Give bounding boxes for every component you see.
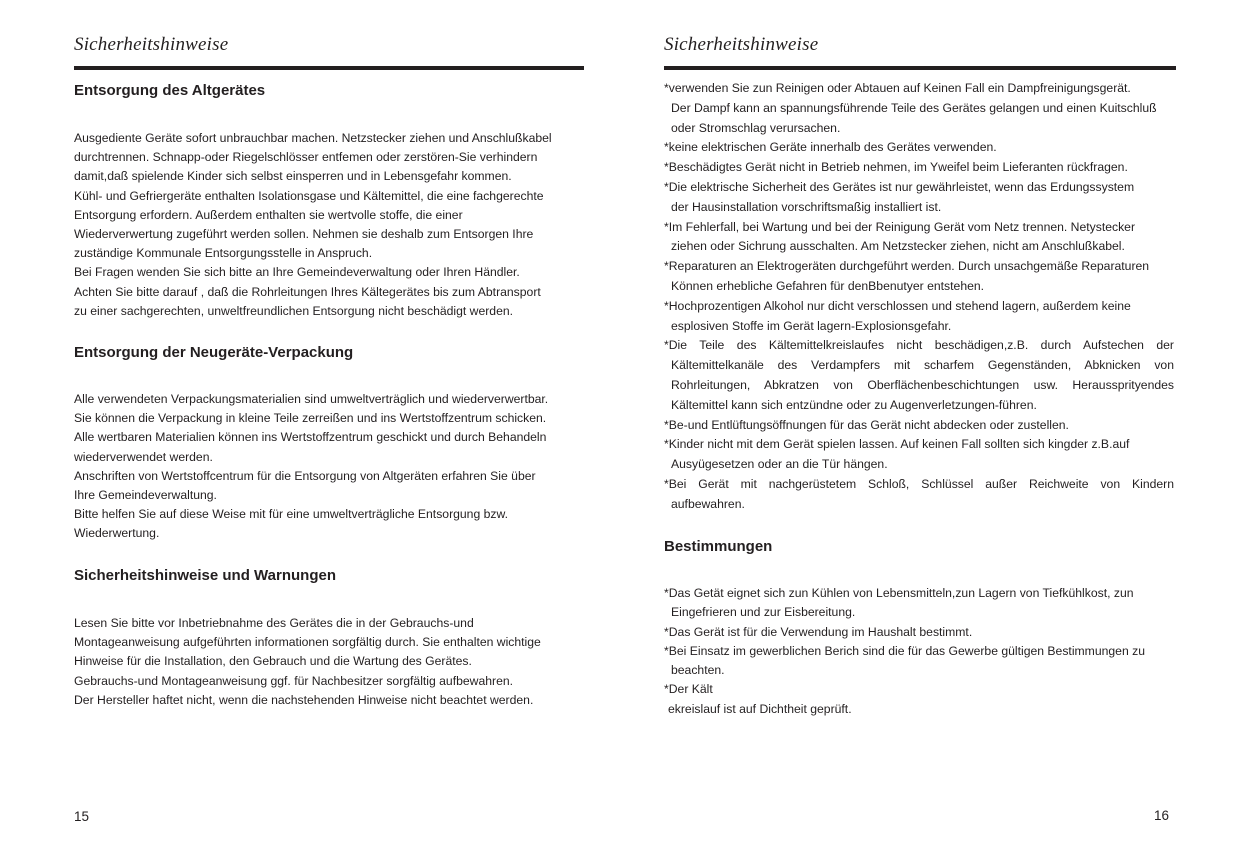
list-item-continuation: Der Dampf kann an spannungsführende Teile des Gerätes gelangen und einen Kuitschluß <box>671 100 1157 115</box>
list-item: *Die Teile des Kältemittelkreislaufes nicht beschädigen,z.B. durch Aufstechen der <box>664 338 1174 353</box>
list-item-continuation: der Hausinstallation vorschriftsmaßig installiert ist. <box>671 199 942 214</box>
list-item-continuation: aufbewahren. <box>671 496 745 511</box>
left-page <box>74 0 584 844</box>
text-line: Anschriften von Wertstoffcentrum für die Entsorgung von Altgeräten erfahren Sie über <box>74 468 536 483</box>
right-page-header: Sicherheitshinweise <box>664 34 819 55</box>
text-line: Achten Sie bitte darauf , daß die Rohrleitungen Ihres Kältegerätes bis zum Abtransport <box>74 284 541 299</box>
text-line: Der Hersteller haftet nicht, wenn die nachstehenden Hinweise nicht beachtet werden. <box>74 692 534 707</box>
right-page-number: 16 <box>1154 808 1170 823</box>
text-line: zu einer sachgerechten, unweltfreundlichen Entsorgung nicht beschädigt werden. <box>74 303 514 318</box>
list-item: *Das Getät eignet sich zun Kühlen von Lebensmitteln,zun Lagern von Tiefkühlkost, zun <box>664 586 1134 600</box>
section-title-entsorgung-verpackung: Entsorgung der Neugeräte-Verpackung <box>74 344 354 361</box>
list-item: *Bei Gerät mit nachgerüstetem Schloß, Schlüssel außer Reichweite von Kindern <box>664 476 1174 491</box>
list-item-continuation: beachten. <box>671 663 725 678</box>
list-item-continuation: oder Stromschlag verursachen. <box>671 120 841 135</box>
paragraph-entsorgung-verpackung <box>74 390 584 544</box>
left-page-number: 15 <box>74 809 90 824</box>
text-line: Ihre Gemeindeverwaltung. <box>74 488 217 503</box>
list-item: *verwenden Sie zun Reinigen oder Abtauen auf Keinen Fall ein Dampfreinigungsgerät. <box>664 81 1131 95</box>
text-line: Gebrauchs-und Montageanweisung ggf. für Nachbesitzer sorgfältig aufbewahren. <box>74 673 514 688</box>
text-line: Alle wertbaren Materialien können ins Wertstoffzentrum geschickt und durch Behandeln <box>74 430 547 445</box>
text-line: Wiederverwertung zugeführt werden sollen. Nehmen sie deshalb zum Entsorgen Ihre <box>74 227 534 242</box>
text-line: Ausgediente Geräte sofort unbrauchbar machen. Netzstecker ziehen und Anschlußkabel <box>74 131 552 145</box>
text-line: Kühl- und Gefriergeräte enthalten Isolationsgase und Kältemittel, die eine fachgerechte <box>74 188 544 203</box>
text-line: Bitte helfen Sie auf diese Weise mit für eine umweltverträgliche Entsorgung bzw. <box>74 507 509 522</box>
list-item: *Der Kält <box>664 682 713 697</box>
text-line: Alle verwendeten Verpackungsmaterialien sind umweltverträglich und wiederverwertbar. <box>74 392 549 406</box>
text-line: durchtrennen. Schnapp-oder Riegelschlösser entfemen oder zerstören-Sie verhindern <box>74 150 538 165</box>
text-line: damit,daß spielende Kinder sich selbst einsperren und in Lebensgefahr kommen. <box>74 169 512 184</box>
left-header-rule <box>74 66 584 70</box>
list-item: *Kinder nicht mit dem Gerät spielen lassen. Auf keinen Fall sollten sich kingder z.B.auf <box>664 437 1130 452</box>
list-item: *Beschädigtes Gerät nicht in Betrieb nehmen, im Yweifel beim Lieferanten rückfragen. <box>664 160 1128 175</box>
section-title-sicherheitshinweise-warnungen: Sicherheitshinweise und Warnungen <box>74 567 336 584</box>
list-item-continuation: Kältemittelkanäle des Verdampfers mit scharfem Gegenständen, Abknicken von <box>671 358 1174 373</box>
list-item-continuation: Eingefrieren und zur Eisbereitung. <box>671 605 856 620</box>
paragraph-sicherheitshinweise-warnungen <box>74 614 584 710</box>
list-item-continuation: Können erhebliche Gefahren für denBbenutyer entstehen. <box>671 278 985 293</box>
list-item: *Die elektrische Sicherheit des Gerätes ist nur gewährleistet, wenn das Erdungssystem <box>664 179 1135 194</box>
text-line: Sie können die Verpackung in kleine Teile zerreißen und ins Wertstoffzentrum schicken. <box>74 411 547 426</box>
list-item-continuation: Ausyügesetzen oder an die Tür hängen. <box>671 457 888 472</box>
list-item: *Be-und Entlüftungsöffnungen für das Gerät nicht abdecken oder zustellen. <box>664 417 1069 432</box>
text-line: Wiederwertung. <box>74 526 160 541</box>
list-item: *Hochprozentigen Alkohol nur dicht verschlossen und stehend lagern, außerdem keine <box>664 298 1131 313</box>
left-page-header: Sicherheitshinweise <box>74 34 229 55</box>
list-item-continuation: ziehen oder Sichrung ausschalten. Am Netzstecker ziehen, nicht am Anschlußkabel. <box>671 239 1125 254</box>
list-item-continuation: ekreislauf ist auf Dichtheit geprüft. <box>668 701 852 716</box>
list-item-continuation: esplosiven Stoffe im Gerät lagern-Explosionsgefahr. <box>671 318 952 333</box>
text-line: Lesen Sie bitte vor Inbetriebnahme des Gerätes die in der Gebrauchs-und <box>74 616 474 630</box>
right-page <box>664 0 1176 844</box>
list-item: *Im Fehlerfall, bei Wartung und bei der Reinigung Gerät vom Netz trennen. Netystecker <box>664 219 1136 234</box>
list-item: *Das Gerät ist für die Verwendung im Haushalt bestimmt. <box>664 624 973 639</box>
list-item: *keine elektrischen Geräte innerhalb des Gerätes verwenden. <box>664 140 997 155</box>
list-item-continuation: Rohrleitungen, Abkratzen von Oberflächenbeschichtungen usw. Heraussprityendes <box>671 377 1174 392</box>
text-line: Hinweise für die Installation, den Gebrauch und die Wartung des Gerätes. <box>74 654 472 669</box>
section-title-entsorgung-altgeraet: Entsorgung des Altgerätes <box>74 82 266 99</box>
paragraph-entsorgung-altgeraet <box>74 129 584 321</box>
text-line: Bei Fragen wenden Sie sich bitte an Ihre Gemeindeverwaltung oder Ihren Händler. <box>74 265 520 280</box>
right-header-rule <box>664 66 1176 70</box>
bestimmungen-list <box>664 584 1176 719</box>
list-item-continuation: Kältemittel kann sich entzündne oder zu Augenverletzungen-führen. <box>671 397 1037 412</box>
text-line: zuständige Kommunale Entsorgungsstelle in Anspruch. <box>74 246 373 261</box>
section-title-bestimmungen: Bestimmungen <box>664 538 773 555</box>
text-line: Montageanweisung aufgeführten informationen sorgfältig durch. Sie enthalten wichtige <box>74 635 541 650</box>
list-item: *Reparaturen an Elektrogeräten durchgeführt werden. Durch unsachgemäße Reparaturen <box>664 259 1150 274</box>
text-line: wiederverwendet werden. <box>74 449 213 464</box>
list-item: *Bei Einsatz im gewerblichen Berich sind die für das Gewerbe gültigen Bestimmungen zu <box>664 643 1145 658</box>
warnings-list <box>664 79 1176 515</box>
text-line: Entsorgung erfordern. Außerdem enthalten sie wertvolle stoffe, die einer <box>74 207 463 222</box>
